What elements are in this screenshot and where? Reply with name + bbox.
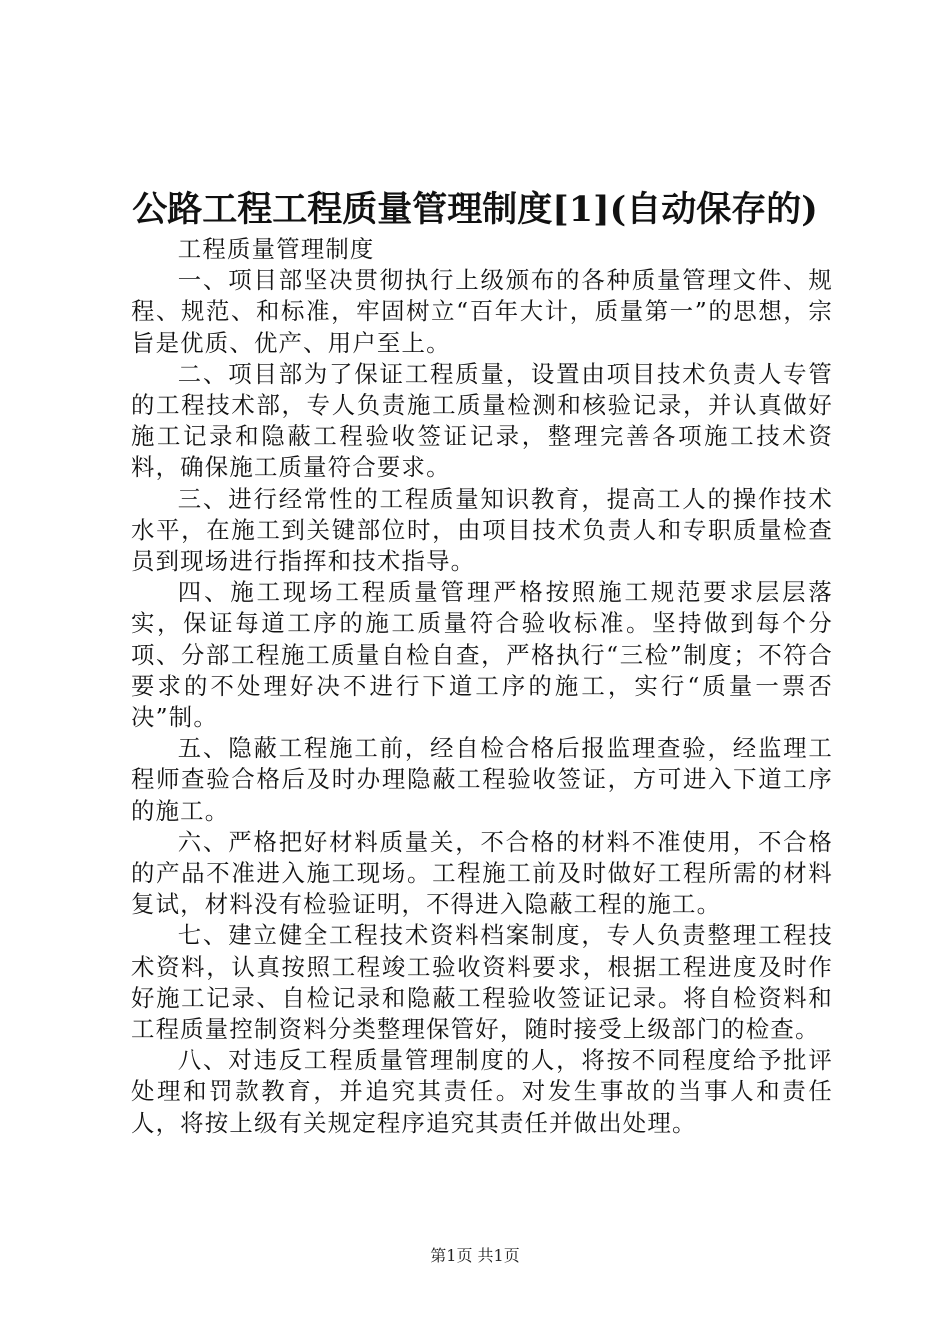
paragraph-item-7: 七、建立健全工程技术资料档案制度，专人负责整理工程技术资料，认真按照工程竣工验收资料要求，根据工程进度及时作好施工记录、自检记录和隐蔽工程验收签证记录。将自检资料和工程质量控制资料分类整理保管好，随时接受上级部门的检查。: [131, 921, 833, 1044]
paragraph-item-3: 三、进行经常性的工程质量知识教育，提高工人的操作技术水平，在施工到关键部位时，由项目技术负责人和专职质量检查员到现场进行指挥和技术指导。: [131, 484, 833, 576]
paragraph-subtitle: 工程质量管理制度: [177, 235, 375, 263]
paragraph-item-6: 六、严格把好材料质量关，不合格的材料不准使用，不合格的产品不准进入施工现场。工程施工前及时做好工程所需的材料复试，材料没有检验证明，不得进入隐蔽工程的施工。: [131, 827, 833, 919]
paragraph-item-1: 一、项目部坚决贯彻执行上级颁布的各种质量管理文件、规程、规范、和标准，牢固树立“百年大计，质量第一”的思想，宗旨是优质、优产、用户至上。: [131, 266, 833, 357]
document-title: 公路工程工程质量管理制度[1](自动保存的): [132, 189, 818, 230]
page-footer: 第1页 共1页: [430, 1246, 520, 1265]
paragraph-item-8: 八、对违反工程质量管理制度的人，将按不同程度给予批评处理和罚款教育，并追究其责任。对发生事故的当事人和责任人，将按上级有关规定程序追究其责任并做出处理。: [131, 1046, 833, 1137]
paragraph-item-4: 四、施工现场工程质量管理严格按照施工规范要求层层落实，保证每道工序的施工质量符合验收标准。坚持做到每个分项、分部工程施工质量自检自查，严格执行“三检”制度；不符合要求的不处理好决不进行下道工序的施工，实行“质量一票否决”制。: [131, 578, 833, 732]
paragraph-item-2: 二、项目部为了保证工程质量，设置由项目技术负责人专管的工程技术部，专人负责施工质量检测和核验记录，并认真做好施工记录和隐蔽工程验收签证记录，整理完善各项施工技术资料，确保施工质量符合要求。: [131, 359, 833, 482]
paragraph-item-5: 五、隐蔽工程施工前，经自检合格后报监理查验，经监理工程师查验合格后及时办理隐蔽工程验收签证，方可进入下道工序的施工。: [131, 734, 833, 825]
document-body: [131, 234, 833, 1139]
